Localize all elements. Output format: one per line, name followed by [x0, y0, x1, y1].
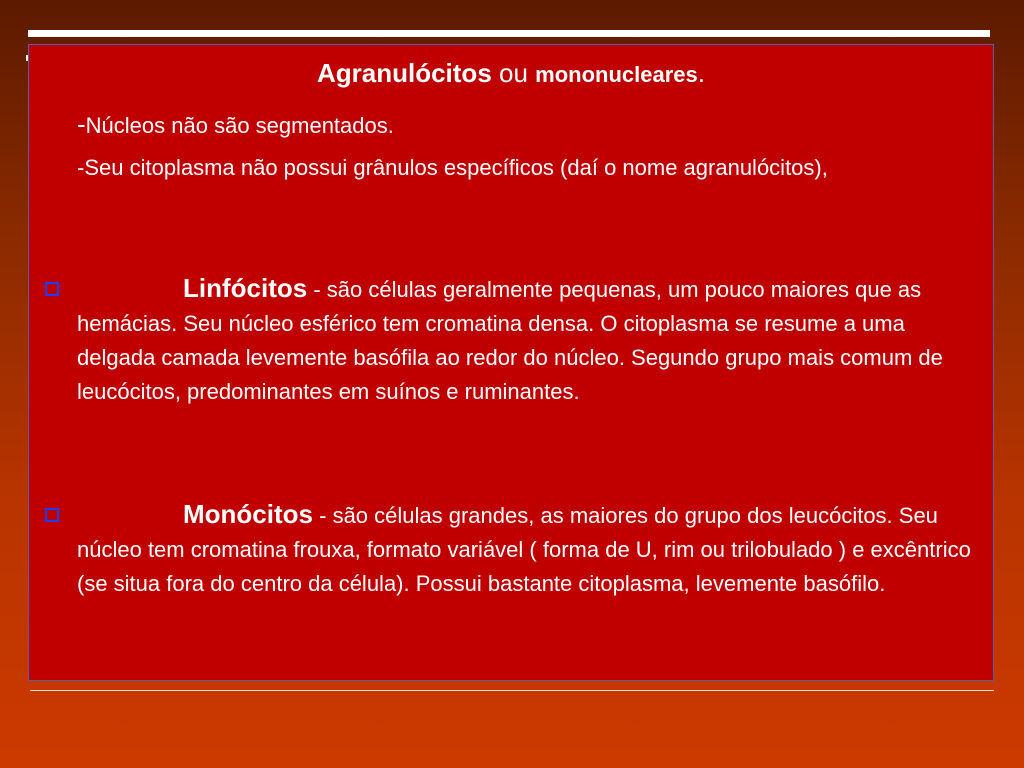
- top-divider-line: [28, 30, 990, 37]
- list-item-monocitos: [77, 497, 989, 601]
- item-description: são células geralmente pequenas, um pouco maiores que as hemácias. Seu núcleo esférico tem cromatina densa. O citoplasma se resume a uma delgada camada levemente basófila ao redor do núcleo. Segundo grupo mais comum de leucócitos, predominantes em suínos e ruminantes.: [77, 277, 943, 404]
- square-bullet-icon: [45, 508, 59, 522]
- intro-line-1-dash: -: [77, 109, 86, 139]
- content-panel: [28, 44, 994, 681]
- item-term: Monócitos: [183, 499, 313, 529]
- title-term: Agranulócitos: [316, 58, 492, 88]
- intro-line-1: [77, 109, 977, 141]
- title-alt-term: mononucleares: [535, 62, 698, 87]
- bottom-divider-line: [30, 690, 994, 691]
- item-separator: -: [307, 277, 327, 302]
- title-period: .: [697, 58, 705, 88]
- slide-title: [29, 57, 993, 91]
- list-item-linfocitos: [77, 271, 989, 409]
- intro-line-1-text: Núcleos não são segmentados.: [85, 113, 394, 138]
- title-connector: ou: [491, 58, 536, 88]
- item-term: Linfócitos: [183, 273, 308, 303]
- intro-line-2: -Seu citoplasma não possui grânulos específicos (daí o nome agranulócitos),: [77, 155, 828, 180]
- square-bullet-icon: [45, 282, 59, 296]
- item-description: são células grandes, as maiores do grupo dos leucócitos. Seu núcleo tem cromatina frouxa, formato variável ( forma de U, rim ou trilobulado ) e excêntrico (se situa fora do centro da célula). Possui bastante citoplasma, levemente basófilo.: [77, 503, 971, 596]
- item-separator: -: [313, 503, 333, 528]
